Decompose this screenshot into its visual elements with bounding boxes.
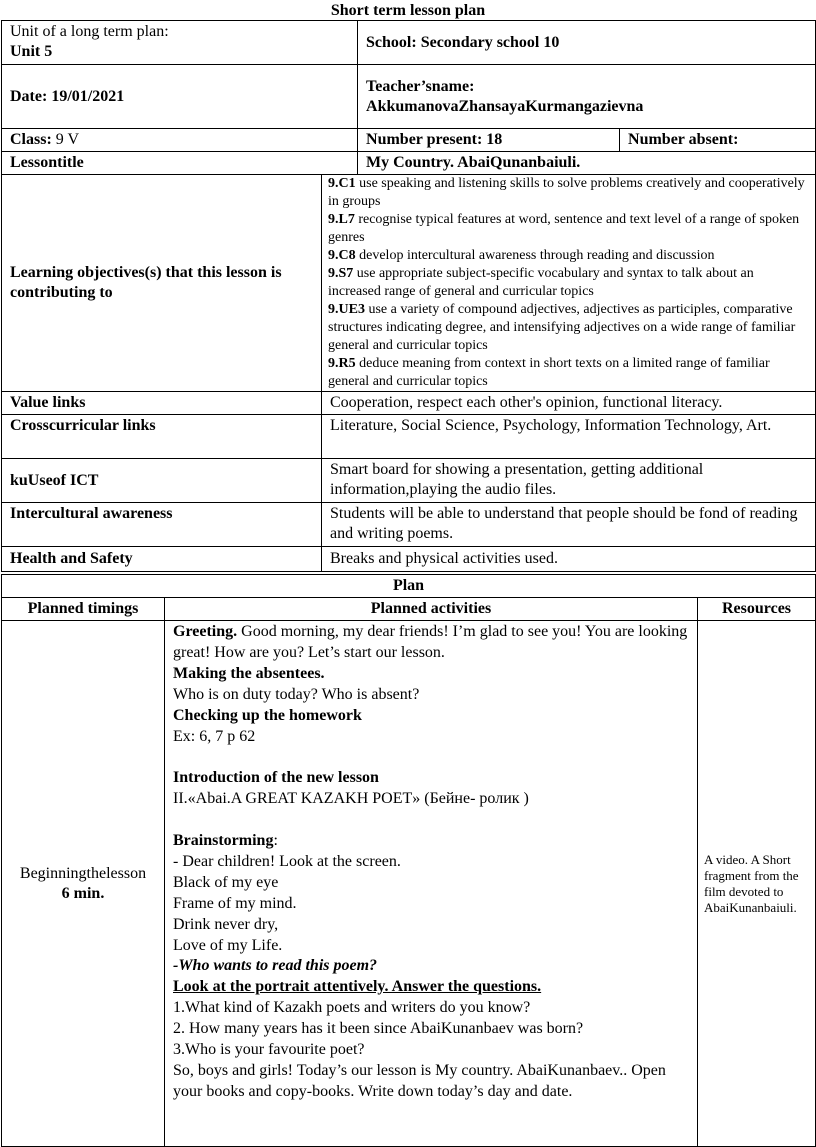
- activities-cell: [165, 621, 698, 1147]
- objective-item: 9.C1 use speaking and listening skills to solve problems creatively and cooperatively in groups: [328, 176, 805, 209]
- absentees-heading: Making the absentees.: [173, 664, 325, 682]
- crosscurricular-links: Literature, Social Science, Psychology, Information Technology, Art.: [322, 415, 816, 459]
- unit-cell: [2, 21, 358, 65]
- ict-use: Smart board for showing a presentation, getting additional information,playing the audio files.: [322, 459, 816, 503]
- objective-item: 9.UE3 use a variety of compound adjectives, adjectives as participles, comparative structures indicating degree, and intensifying adjectives on a wide range of familiar general and curricular topics: [328, 302, 796, 353]
- objective-item: 9.S7 use appropriate subject-specific vocabulary and syntax to talk about an increased range of general and curricular topics: [328, 266, 754, 299]
- document-title: Short term lesson plan: [330, 2, 486, 19]
- objectives-list: [322, 175, 816, 392]
- class-cell: [2, 129, 358, 152]
- poem-line: Drink never dry,: [173, 915, 279, 933]
- question: 2. How many years has it been since AbaiKunanbaev was born?: [173, 1020, 584, 1038]
- crosscurricular-label: Crosscurricular links: [2, 415, 322, 459]
- objective-item: 9.C8 develop intercultural awareness through reading and discussion: [328, 248, 715, 263]
- plan-title: Plan: [2, 575, 816, 598]
- absentees-text: Who is on duty today? Who is absent?: [173, 685, 420, 703]
- timing-label: Beginningthelesson: [19, 864, 147, 882]
- col-timings-header: Planned timings: [2, 598, 165, 621]
- school-cell: School: Secondary school 10: [358, 21, 816, 65]
- objective-item: 9.L7 recognise typical features at word, sentence and text level of a range of spoken genres: [328, 212, 800, 245]
- closing-text: So, boys and girls! Today’s our lesson is My country. AbaiKunanbaev.. Open your books and copy-books. Write down today’s day and date.: [173, 1062, 666, 1100]
- homework-heading: Checking up the homework: [173, 706, 362, 724]
- health-label: Health and Safety: [2, 547, 322, 572]
- date-cell: Date: 19/01/2021: [2, 65, 358, 129]
- lesson-title: My Country. AbaiQunanbaiuli.: [358, 152, 816, 175]
- teacher-cell: [358, 65, 816, 129]
- intercultural-awareness: Students will be able to understand that people should be fond of reading and writing poems.: [322, 503, 816, 547]
- poem-line: - Dear children! Look at the screen.: [173, 852, 401, 870]
- value-links-label: Value links: [2, 392, 322, 415]
- resources-text: A video. A Short fragment from the film devoted to: [704, 851, 799, 899]
- resources-name: AbaiKunanbaiuli.: [704, 899, 797, 915]
- resources-cell: [698, 621, 816, 1147]
- timing-cell: [2, 621, 165, 1147]
- unit-value: Unit 5: [10, 43, 53, 60]
- number-absent: Number absent:: [620, 129, 816, 152]
- intro-heading: Introduction of the new lesson: [173, 769, 379, 787]
- intro-text: II.«Abai.A GREAT KAZAKH POET» (Бейне- ролик ): [173, 790, 529, 808]
- col-resources-header: Resources: [698, 598, 816, 621]
- lesson-info-table: [1, 20, 816, 572]
- portrait-task: Look at the portrait attentively. Answer the questions.: [173, 978, 542, 996]
- class-label: Class:: [10, 131, 52, 148]
- who-reads: -Who wants to read this poem?: [173, 957, 378, 975]
- lesson-title-label: Lessontitle: [2, 152, 358, 175]
- question: 1.What kind of Kazakh poets and writers do you know?: [173, 999, 531, 1017]
- number-present: Number present: 18: [358, 129, 620, 152]
- question: 3.Who is your favourite poet?: [173, 1041, 365, 1059]
- poem-line: Black of my eye: [173, 873, 279, 891]
- homework-text: Ex: 6, 7 p 62: [173, 727, 256, 745]
- health-safety: Breaks and physical activities used.: [322, 547, 816, 572]
- intercultural-label: Intercultural awareness: [2, 503, 322, 547]
- objectives-label: Learning objectives(s) that this lesson is contributing to: [2, 175, 322, 392]
- greeting: Greeting. Good morning, my dear friends! I’m glad to see you! You are looking great! How are you? Let’s start our lesson.: [173, 623, 688, 661]
- teacher-label: Teacher’sname:: [366, 77, 475, 95]
- timing-value: 6 min.: [61, 884, 105, 902]
- class-value: 9 V: [55, 131, 80, 148]
- poem-line: Frame of my mind.: [173, 894, 297, 912]
- objective-item: 9.R5 deduce meaning from context in short texts on a limited range of familiar general and curricular topics: [328, 356, 770, 389]
- poem-line: Love of my Life.: [173, 936, 283, 954]
- brainstorming-heading: Brainstorming:: [173, 832, 278, 850]
- ict-label: kuUseof ICT: [2, 459, 322, 503]
- unit-label: Unit of a long term plan:: [10, 23, 169, 40]
- value-links: Cooperation, respect each other's opinion, functional literacy.: [322, 392, 816, 415]
- col-activities-header: Planned activities: [165, 598, 698, 621]
- teacher-name: AkkumanovaZhansayaKurmangazievna: [366, 97, 644, 115]
- plan-table: [1, 574, 816, 1147]
